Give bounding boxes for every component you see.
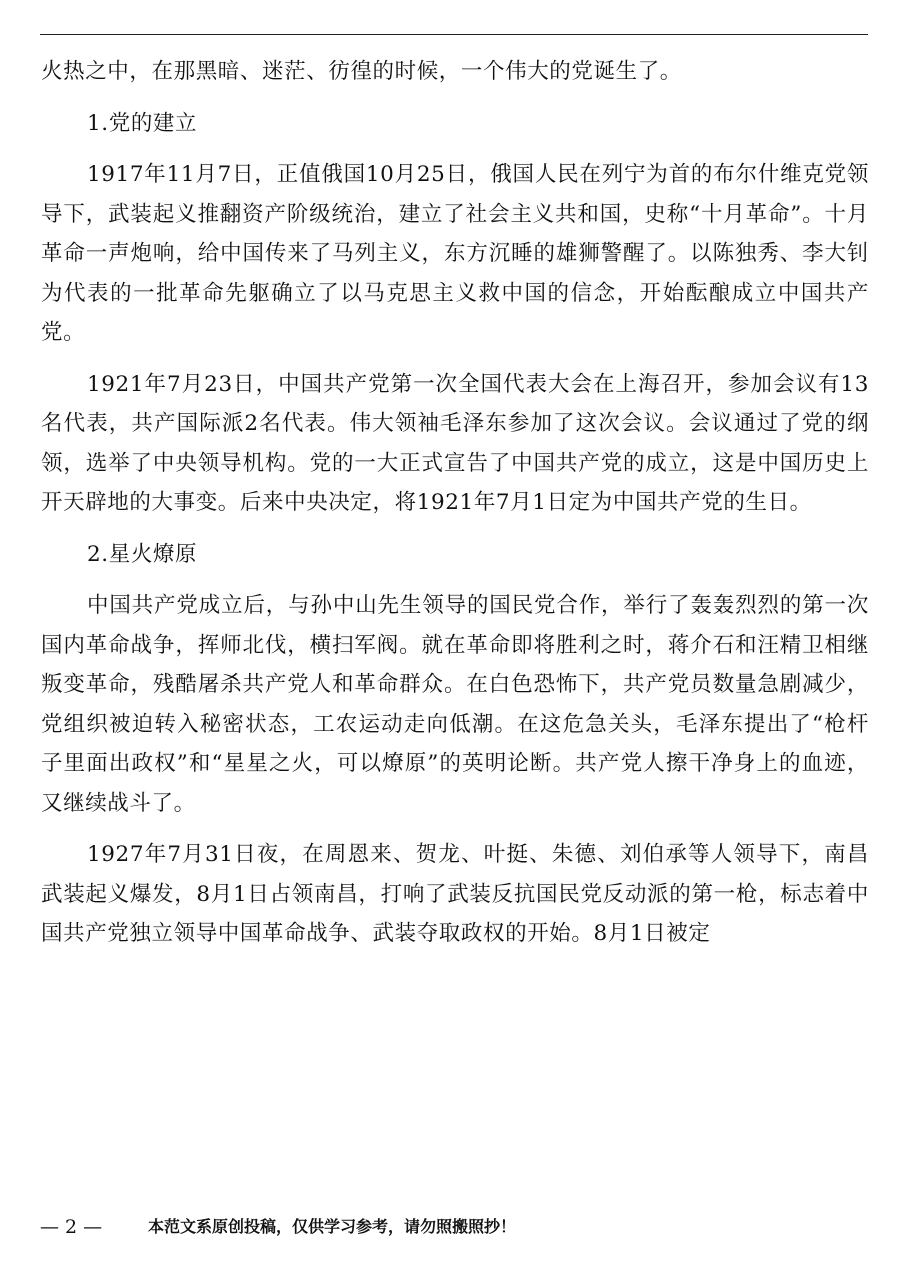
- page-footer: [40, 1212, 868, 1242]
- paragraph-october-revolution: 1917年11月7日，正值俄国10月25日，俄国人民在列宁为首的布尔什维克党领导下，武装起义推翻资产阶级统治，建立了社会主义共和国，史称“十月革命”。十月革命一声炮响，给中国传来了马列主义，东方沉睡的雄狮警醒了。以陈独秀、李大钊为代表的一批革命先躯确立了以马克思主义救中国的信念，开始酝酿成立中国共产党。: [41, 162, 869, 345]
- document-body: [41, 52, 869, 966]
- paragraph-continuation: 火热之中，在那黑暗、迷茫、彷徨的时候，一个伟大的党诞生了。: [41, 59, 682, 84]
- page-number: — 2 —: [40, 1216, 103, 1238]
- section-heading-party-founding: 1.党的建立: [87, 110, 198, 136]
- paragraph-first-congress: 1921年7月23日，中国共产党第一次全国代表大会在上海召开，参加会议有13名代表，共产国际派2名代表。伟大领袖毛泽东参加了这次会议。会议通过了党的纲领，选举了中央领导机构。党的一大正式宣告了中国共产党的成立，这是中国历史上开天辟地的大事变。后来中央决定，将1921年7月1日定为中国共产党的生日。: [41, 371, 869, 515]
- paragraph-first-revolutionary-war: 中国共产党成立后，与孙中山先生领导的国民党合作，举行了轰轰烈烈的第一次国内革命战争，挥师北伐，横扫军阀。就在革命即将胜利之时，蒋介石和汪精卫相继叛变革命，残酷屠杀共产党人和革命群众。在白色恐怖下，共产党员数量急剧减少，党组织被迫转入秘密状态，工农运动走向低潮。在这危急关头，毛泽东提出了“枪杆子里面出政权”和“星星之火，可以燎原”的英明论断。共产党人擦干净身上的血迹，又继续战斗了。: [41, 593, 869, 816]
- header-rule: [40, 34, 868, 35]
- section-heading-single-spark: 2.星火燎原: [87, 541, 198, 567]
- paragraph-nanchang-uprising: 1927年7月31日夜，在周恩来、贺龙、叶挺、朱德、刘伯承等人领导下，南昌武装起义爆发，8月1日占领南昌，打响了武装反抗国民党反动派的第一枪，标志着中国共产党独立领导中国革命战争、武装夺取政权的开始。8月1日被定: [41, 842, 869, 946]
- footer-disclaimer: 本范文系原创投稿，仅供学习参考，请勿照搬照抄！: [148, 1217, 517, 1236]
